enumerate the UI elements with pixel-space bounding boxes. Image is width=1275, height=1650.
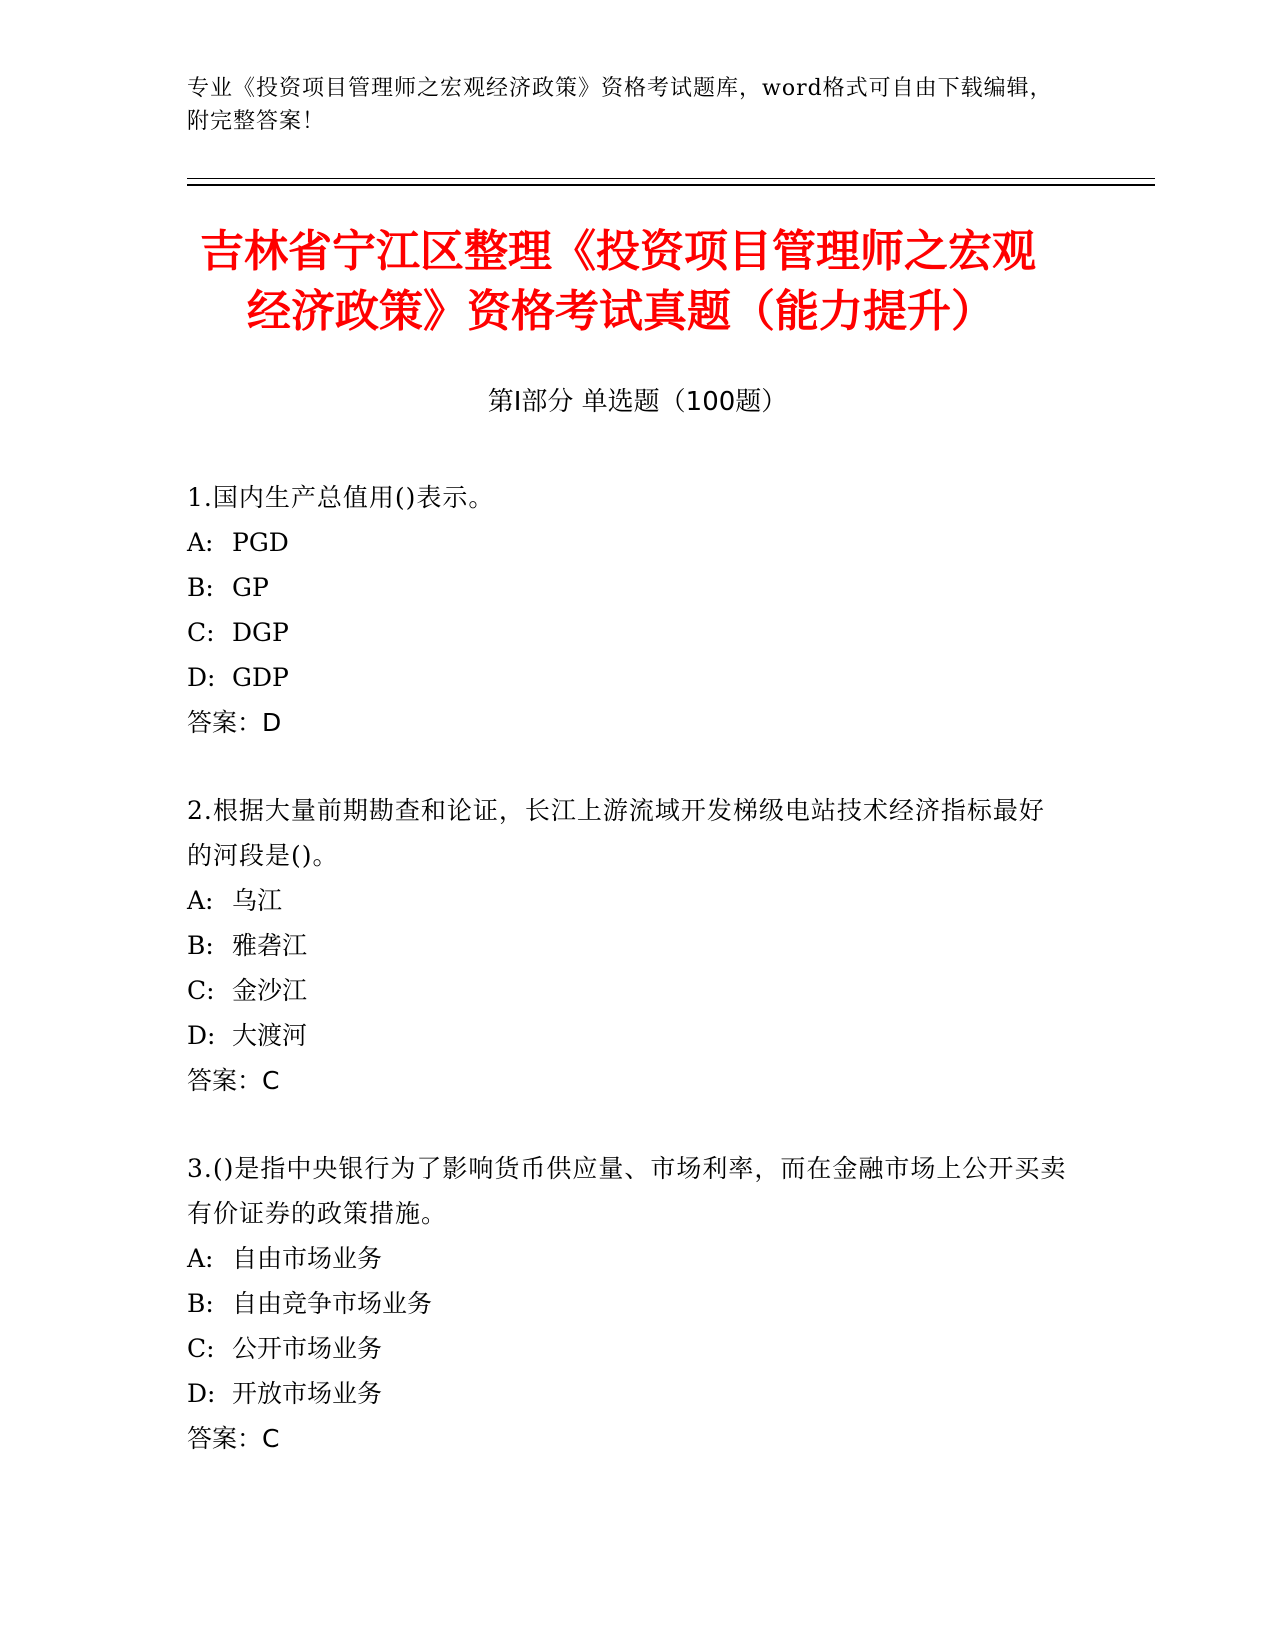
option-d [187,1013,1067,1058]
option-text: 乌江 [232,886,283,915]
option-text: GP [232,573,269,602]
option-label: D: [187,663,216,692]
answer-line: 答案：C [187,1066,280,1095]
option-text: 自由竞争市场业务 [232,1289,433,1318]
option-text: 金沙江 [232,976,308,1005]
option-label: B: [187,573,214,602]
option-text: DGP [232,618,289,647]
option-a [187,520,1067,565]
question-item [187,788,1067,1103]
header-rule-thick [187,184,1155,186]
document-title [200,222,1100,342]
answer-line: 答案：D [187,708,282,737]
option-label: A: [187,1244,214,1273]
option-text: 自由市场业务 [232,1244,383,1273]
option-text: 开放市场业务 [232,1379,383,1408]
option-label: D: [187,1379,216,1408]
question-stem: 1.国内生产总值用()表示。 [187,483,495,512]
option-a [187,1236,1067,1281]
option-b [187,565,1067,610]
question-list [187,475,1067,1504]
option-b [187,923,1067,968]
header-rule-thin [187,178,1155,179]
title-line-1: 吉林省宁江区整理《投资项目管理师之宏观 [200,226,1036,277]
question-item [187,1146,1067,1461]
section-title: 第I部分 单选题（100题） [487,387,788,417]
option-c [187,1326,1067,1371]
option-c [187,610,1067,655]
option-a [187,878,1067,923]
option-c [187,968,1067,1013]
option-d [187,655,1067,700]
option-label: D: [187,1021,216,1050]
option-label: C: [187,618,215,647]
option-label: C: [187,976,215,1005]
option-d [187,1371,1067,1416]
option-b [187,1281,1067,1326]
option-text: 大渡河 [232,1021,308,1050]
title-line-2: 经济政策》资格考试真题（能力提升） [247,286,995,337]
header-note: 专业《投资项目管理师之宏观经济政策》资格考试题库，word格式可自由下载编辑，附完整答案！ [187,76,1053,134]
option-text: 公开市场业务 [232,1334,383,1363]
option-text: PGD [232,528,289,557]
option-label: C: [187,1334,215,1363]
question-stem: 2.根据大量前期勘查和论证，长江上游流域开发梯级电站技术经济指标最好的河段是()。 [187,796,1045,870]
answer-line: 答案：C [187,1424,280,1453]
option-text: GDP [232,663,289,692]
question-item [187,475,1067,745]
option-label: B: [187,931,214,960]
option-label: A: [187,886,214,915]
option-text: 雅砻江 [232,931,308,960]
option-label: B: [187,1289,214,1318]
question-stem: 3.()是指中央银行为了影响货币供应量、市场利率，而在金融市场上公开买卖有价证券的政策措施。 [187,1154,1067,1228]
option-label: A: [187,528,214,557]
